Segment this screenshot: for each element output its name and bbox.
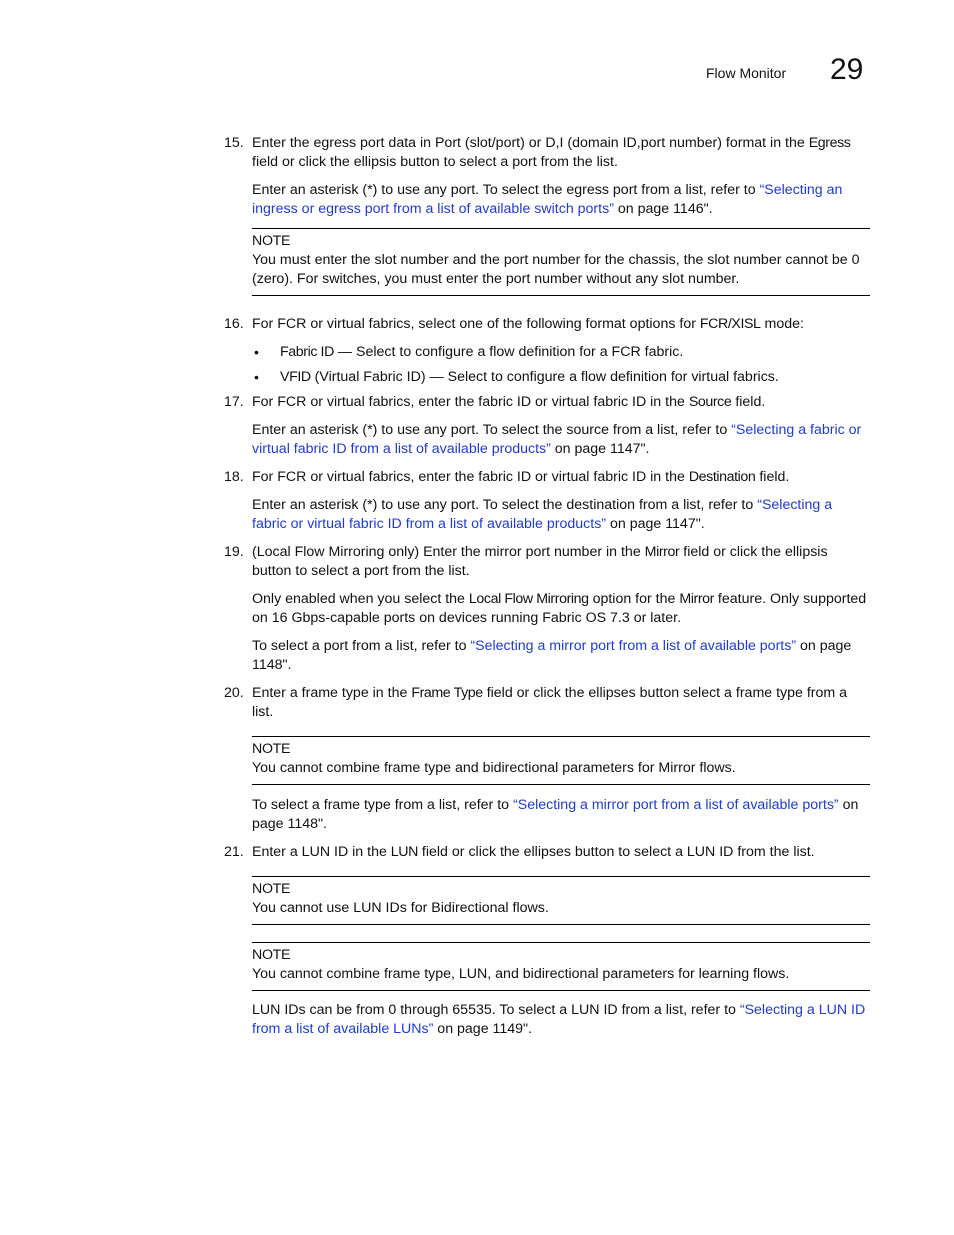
step-text: For FCR or virtual fabrics, select one of the following format options for bbox=[252, 316, 700, 332]
ui-term-egress: Egress bbox=[808, 135, 851, 151]
cross-reference-link[interactable]: “Selecting a LUN ID from a list of available LUNs” bbox=[252, 1002, 866, 1037]
note-text: You must enter the slot number and the port number for the chassis, the slot number cannot be 0 (zero). For switches, you must enter the port number without any slot number. bbox=[252, 252, 860, 287]
step-text: Enter the egress port data in Port (slot/port) or D,I (domain ID,port number) format in the bbox=[252, 135, 809, 151]
cross-reference-link[interactable]: “Selecting a mirror port from a list of available ports” bbox=[470, 638, 797, 654]
step-text: Enter a LUN ID in the bbox=[252, 844, 391, 860]
step-text: (Local Flow Mirroring only) Enter the mirror port number in the bbox=[252, 544, 645, 560]
bullet-list bbox=[252, 343, 870, 387]
paragraph-text: option for the bbox=[588, 591, 680, 607]
list-item bbox=[252, 343, 870, 362]
paragraph bbox=[252, 1001, 870, 1039]
note-box bbox=[252, 736, 870, 785]
step-number: 18. bbox=[224, 469, 244, 485]
step-text: For FCR or virtual fabrics, enter the fabric ID or virtual fabric ID in the bbox=[252, 394, 689, 410]
step-20 bbox=[224, 684, 870, 722]
paragraph bbox=[252, 590, 870, 628]
ui-term-fcr-xisl: FCR/XISL bbox=[699, 316, 761, 332]
paragraph-text: Enter an asterisk (*) to use any port. To select the egress port from a list, refer to bbox=[252, 182, 760, 198]
cross-reference-link[interactable]: “Selecting an ingress or egress port from a list of available switch ports” bbox=[252, 182, 843, 217]
paragraph bbox=[252, 181, 870, 219]
list-item-text: — Select to configure a flow definition for a FCR fabric. bbox=[333, 344, 684, 360]
step-19 bbox=[224, 543, 870, 581]
step-text: field or click the ellipsis button to select a port from the list. bbox=[252, 154, 618, 170]
note-text: You cannot combine frame type and bidirectional parameters for Mirror flows. bbox=[252, 760, 736, 776]
step-text: field or click the ellipsis button to select a port from the list. bbox=[252, 544, 828, 579]
paragraph-text: on page 1146". bbox=[613, 201, 713, 217]
step-number: 17. bbox=[224, 394, 244, 410]
step-number: 15. bbox=[224, 135, 244, 151]
step-text: For FCR or virtual fabrics, enter the fabric ID or virtual fabric ID in the bbox=[252, 469, 689, 485]
step-text: field. bbox=[755, 469, 790, 485]
paragraph-text: on page 1147". bbox=[550, 441, 650, 457]
paragraph-text: To select a port from a list, refer to bbox=[252, 638, 471, 654]
chapter-number: 29 bbox=[830, 53, 864, 86]
ui-term-fabric-id: Fabric ID bbox=[280, 344, 334, 360]
list-item-text: (Virtual Fabric ID) — Select to configure a flow definition for virtual fabrics. bbox=[310, 369, 779, 385]
paragraph-text: on page 1147". bbox=[606, 516, 705, 532]
ui-term-frame-type: Frame Type bbox=[411, 685, 483, 701]
paragraph bbox=[252, 496, 870, 534]
note-label: NOTE bbox=[252, 233, 291, 249]
ui-term-local-flow-mirroring: Local Flow Mirroring bbox=[468, 591, 589, 607]
step-21 bbox=[224, 843, 870, 862]
paragraph-text: Enter an asterisk (*) to use any port. To select the source from a list, refer to bbox=[252, 422, 732, 438]
paragraph bbox=[252, 637, 870, 675]
note-box bbox=[252, 228, 870, 296]
step-text: field or click the ellipses button to select a LUN ID from the list. bbox=[417, 844, 815, 860]
paragraph-text: on page 1148". bbox=[252, 797, 859, 832]
note-box bbox=[252, 942, 870, 991]
cross-reference-link[interactable]: “Selecting a fabric or virtual fabric ID from a list of available products” bbox=[252, 497, 833, 532]
ui-term-vfid: VFID bbox=[280, 369, 311, 385]
ui-term-source: Source bbox=[688, 394, 732, 410]
step-text: field. bbox=[731, 394, 766, 410]
paragraph-text: feature. Only supported on 16 Gbps-capable ports on devices running Fabric OS 7.3 or later. bbox=[252, 591, 867, 626]
ui-term-mirror: Mirror bbox=[679, 591, 714, 607]
step-text: field or click the ellipses button select a frame type from a list. bbox=[252, 685, 848, 720]
step-number: 16. bbox=[224, 316, 244, 332]
note-label: NOTE bbox=[252, 881, 291, 897]
step-number: 20. bbox=[224, 685, 244, 701]
paragraph-text: To select a frame type from a list, refer to bbox=[252, 797, 513, 813]
paragraph bbox=[252, 796, 870, 834]
paragraph-text: on page 1149". bbox=[433, 1021, 533, 1037]
cross-reference-link[interactable]: “Selecting a mirror port from a list of available ports” bbox=[513, 797, 839, 813]
cross-reference-link[interactable]: “Selecting a fabric or virtual fabric ID from a list of available products” bbox=[252, 422, 862, 457]
paragraph-text: LUN IDs can be from 0 through 65535. To select a LUN ID from a list, refer to bbox=[252, 1002, 740, 1018]
step-number: 19. bbox=[224, 544, 244, 560]
note-label: NOTE bbox=[252, 741, 291, 757]
paragraph-text: Enter an asterisk (*) to use any port. To select the destination from a list, refer to bbox=[252, 497, 758, 513]
step-text: mode: bbox=[760, 316, 804, 332]
running-header-section: Flow Monitor bbox=[706, 65, 787, 81]
step-16 bbox=[224, 315, 870, 334]
ui-term-mirror: Mirror bbox=[644, 544, 680, 560]
step-18 bbox=[224, 468, 870, 487]
note-label: NOTE bbox=[252, 947, 291, 963]
step-text: Enter a frame type in the bbox=[252, 685, 412, 701]
step-15 bbox=[224, 134, 870, 172]
note-text: You cannot combine frame type, LUN, and bidirectional parameters for learning flows. bbox=[252, 966, 790, 982]
ui-term-lun: LUN bbox=[390, 844, 418, 860]
bullet-glyph: • bbox=[254, 344, 259, 360]
paragraph-text: on page 1148". bbox=[252, 638, 852, 673]
paragraph-text: Only enabled when you select the bbox=[252, 591, 469, 607]
ui-term-destination: Destination bbox=[688, 469, 756, 485]
paragraph bbox=[252, 421, 870, 459]
bullet-glyph: • bbox=[254, 369, 259, 385]
page-body bbox=[224, 134, 870, 1048]
note-box bbox=[252, 876, 870, 925]
step-17 bbox=[224, 393, 870, 412]
note-text: You cannot use LUN IDs for Bidirectional flows. bbox=[252, 900, 549, 916]
step-number: 21. bbox=[224, 844, 244, 860]
list-item bbox=[252, 368, 870, 387]
